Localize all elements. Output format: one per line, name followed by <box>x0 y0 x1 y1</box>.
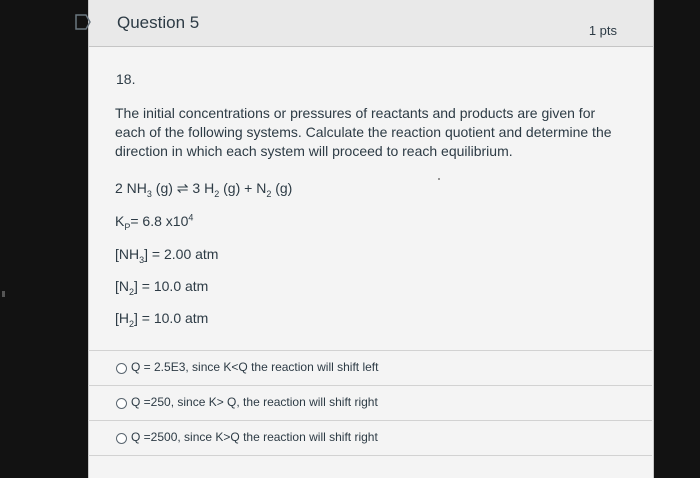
question-number: 18. <box>116 71 136 87</box>
answer-label[interactable]: Q =2500, since K>Q the reaction will shift right <box>131 430 378 444</box>
reaction-equation: 2 $NH_3$ (g) ⇌ 3 $H_2$ $(g) + N_2$ (g) <box>115 180 293 199</box>
condition-h2: $[H_2] = 10.0$ atm <box>115 310 209 329</box>
flag-icon[interactable] <box>74 14 92 30</box>
kp-value: $K_P= 6.8$ $x10^4$ <box>115 212 194 232</box>
answer-label[interactable]: Q =250, since K> Q, the reaction will shift right <box>131 395 378 409</box>
question-header <box>89 0 653 47</box>
answer-option[interactable] <box>88 350 652 385</box>
condition-n2: $[N_2] = 10.0$ atm <box>115 278 209 297</box>
stray-dot <box>438 178 440 180</box>
answer-label[interactable]: Q = 2.5E3, since K<Q the reaction will shift left <box>131 360 379 374</box>
answer-list <box>88 350 652 456</box>
answer-option[interactable] <box>88 385 652 420</box>
question-points: 1 pts <box>588 23 617 38</box>
question-prompt: The initial concentrations or pressures of reactants and products are given for each of the following systems. Calculate the reaction quotient and determine the direction in which each system will proceed to reach equilibrium. <box>115 105 612 159</box>
condition-nh3: $[NH_3] = 2.00$ atm <box>115 246 219 265</box>
radio-button[interactable] <box>116 363 127 374</box>
radio-button[interactable] <box>116 433 127 444</box>
edge-mark <box>2 291 5 297</box>
question-title: Question 5 <box>117 13 200 32</box>
radio-button[interactable] <box>116 398 127 409</box>
answer-option[interactable] <box>88 420 652 456</box>
